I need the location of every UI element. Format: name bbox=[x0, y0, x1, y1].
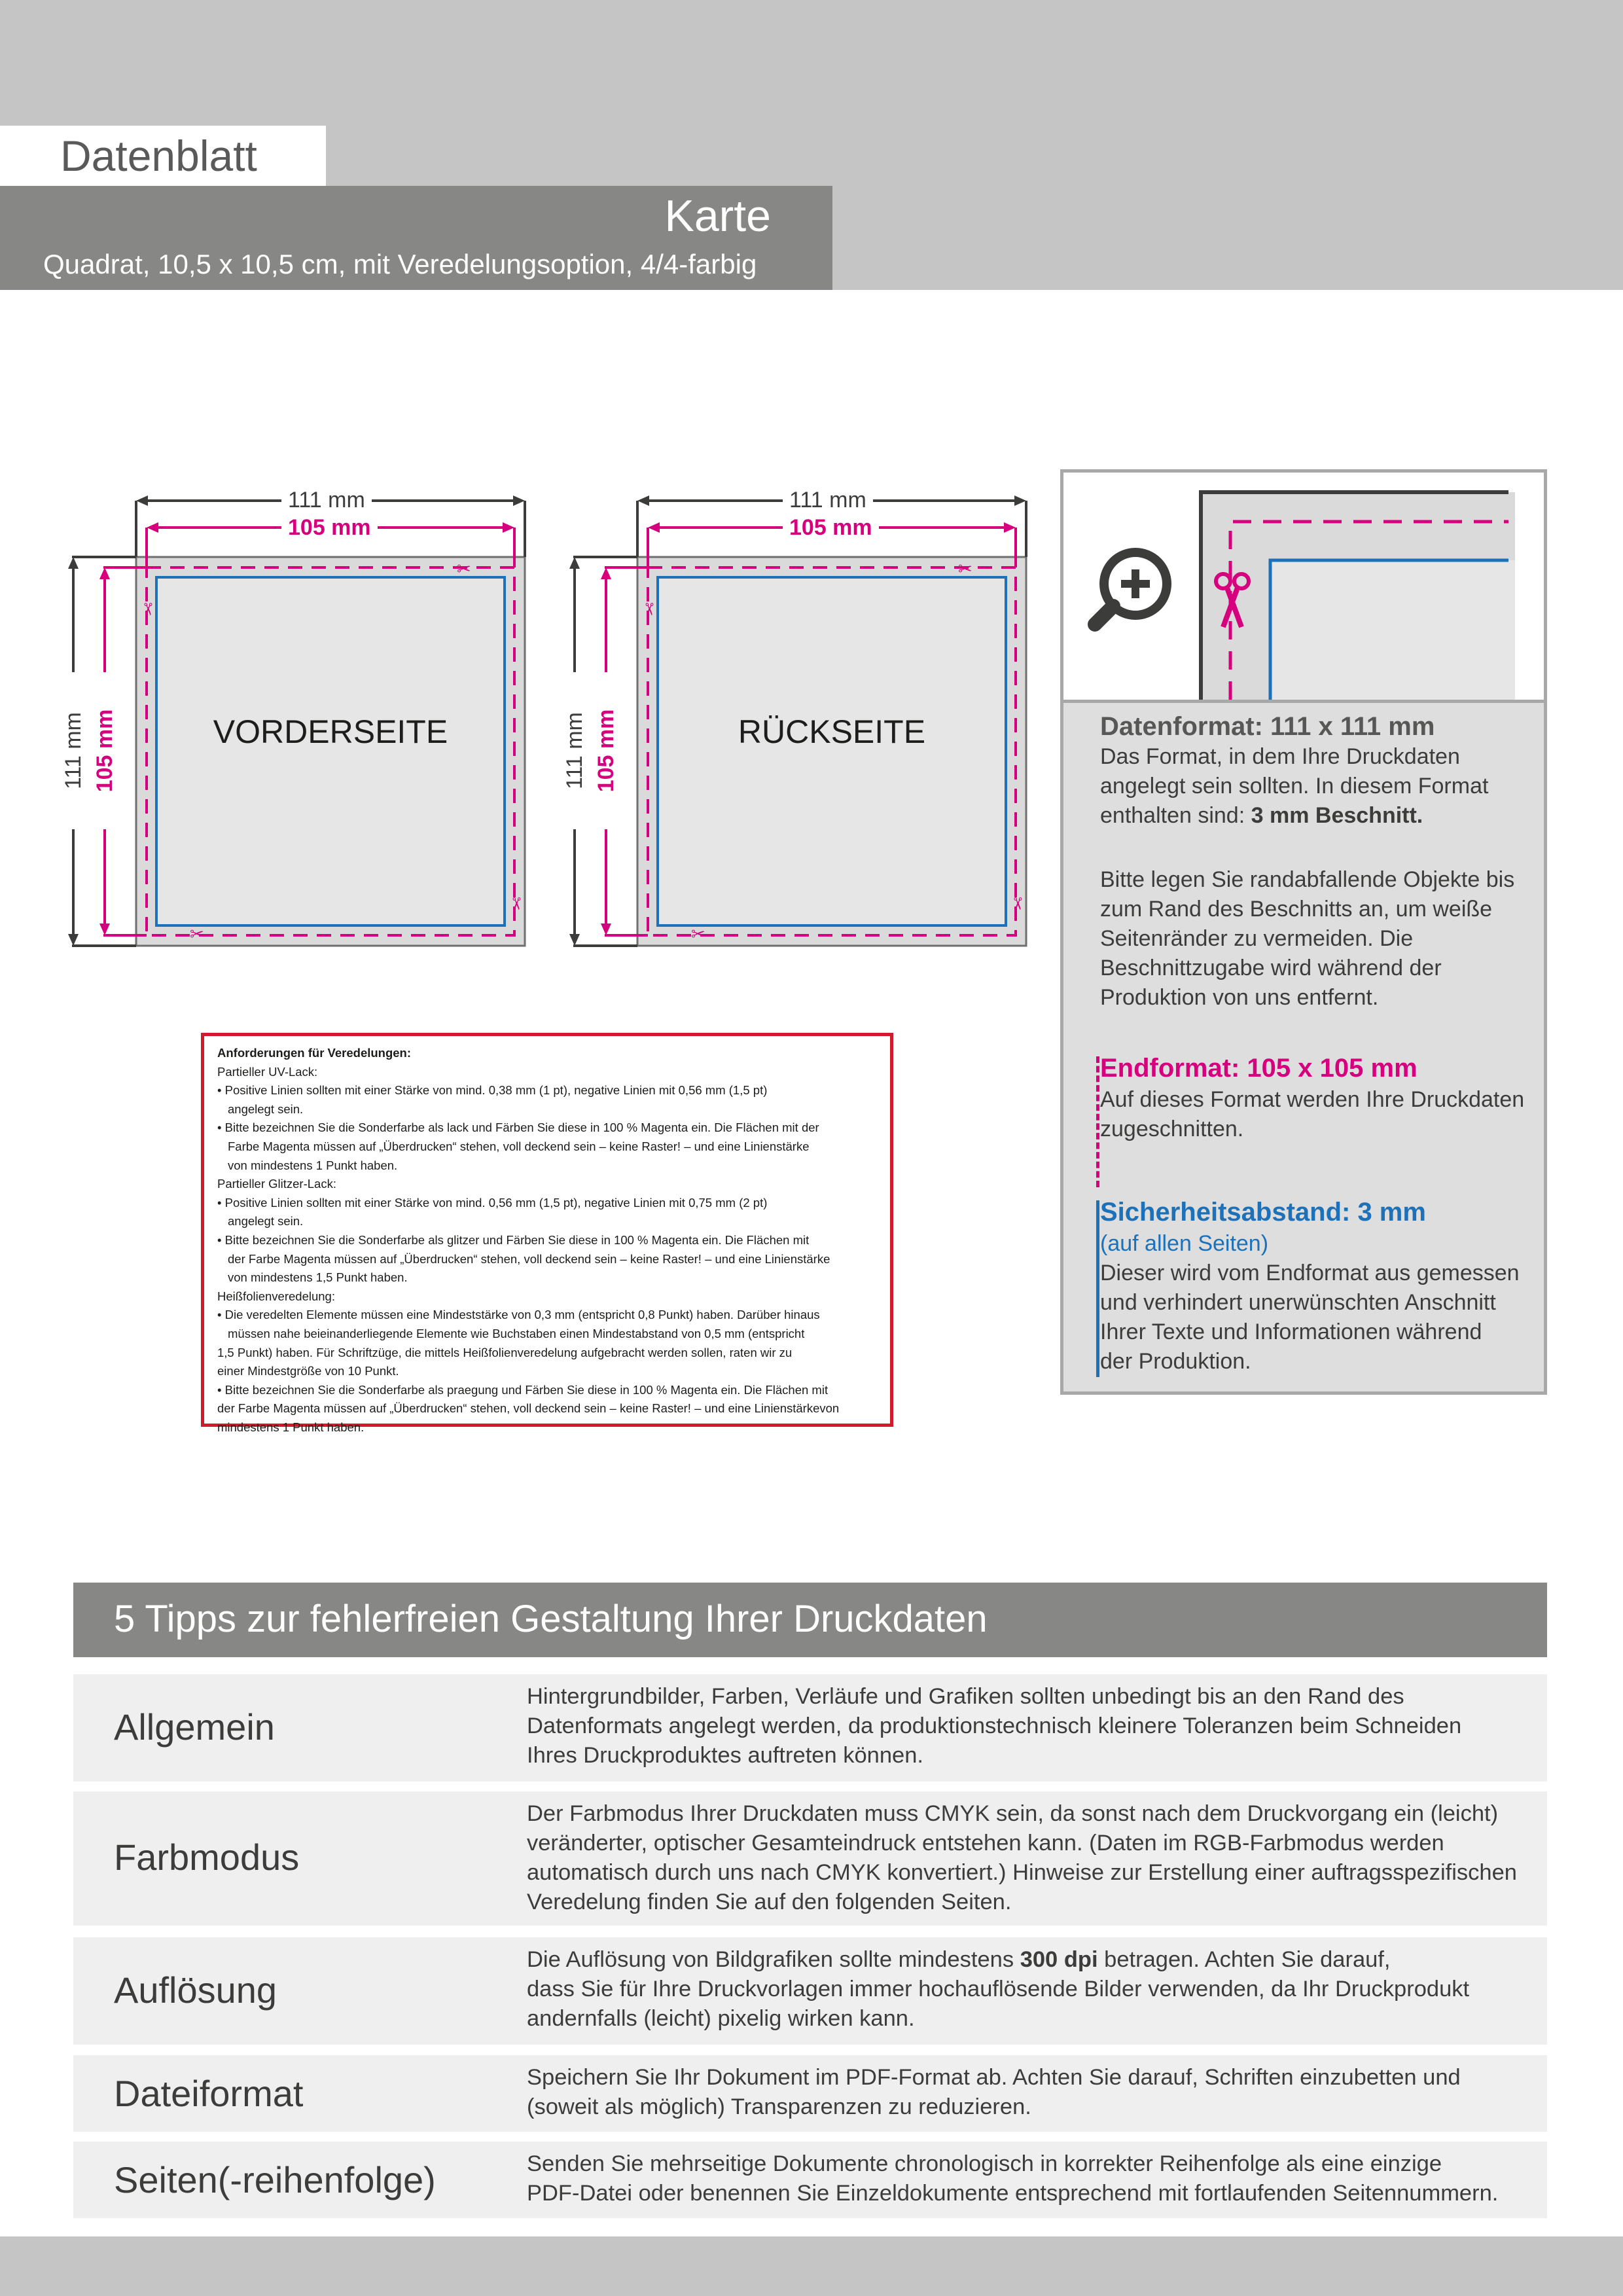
data-format-text bbox=[1100, 742, 1545, 831]
tip-line bbox=[527, 1945, 1535, 1975]
tip-line: Ihres Druckproduktes auftreten können. bbox=[527, 1743, 924, 1768]
req-line: • Bitte bezeichnen Sie die Sonderfarbe als praegung und Färben Sie diese in 100 % Magenta ein. Die Flächen mit bbox=[217, 1382, 829, 1397]
svg-text:✂: ✂ bbox=[691, 925, 705, 944]
end-format-line: zugeschnitten. bbox=[1100, 1117, 1244, 1141]
tip-label: Seiten(-reihenfolge) bbox=[114, 2159, 436, 2200]
uv-heading: Partieller UV-Lack: bbox=[217, 1064, 318, 1079]
tip-text bbox=[527, 1945, 1535, 2034]
req-line: einer Mindestgröße von 10 Punkt. bbox=[217, 1364, 399, 1378]
req-line: • Bitte bezeichnen Sie die Sonderfarbe als glitzer und Färben Sie diese in 100 % Magenta ein. Die Flächen mit bbox=[217, 1232, 810, 1247]
req-line: 1,5 Punkt) haben. Für Schriftzüge, die mittels Heißfolienveredelung aufgebracht werden sollen, raten wir zu bbox=[217, 1345, 793, 1359]
svg-text:✂: ✂ bbox=[137, 602, 157, 617]
safety-line: Dieser wird vom Endformat aus gemessen bbox=[1100, 1261, 1520, 1285]
tip-line: Senden Sie mehrseitige Dokumente chronologisch in korrekter Reihenfolge als eine einzige bbox=[527, 2151, 1442, 2176]
foil-heading: Heißfolienveredelung: bbox=[217, 1289, 335, 1303]
data-format-line: angelegt sein sollten. In diesem Format bbox=[1100, 774, 1489, 798]
back-inner-height: 105 mm bbox=[593, 672, 619, 829]
req-line: mindestens 1 Punkt haben. bbox=[217, 1420, 365, 1434]
product-subtitle: Quadrat, 10,5 x 10,5 cm, mit Veredelungsoption, 4/4-farbig bbox=[43, 249, 757, 279]
tip-line: (soweit als möglich) Transparenzen zu reduzieren. bbox=[527, 2094, 1031, 2119]
bleed-line: Produktion von uns entfernt. bbox=[1100, 985, 1379, 1010]
safety-line: der Produktion. bbox=[1100, 1349, 1251, 1374]
req-line: von mindestens 1 Punkt haben. bbox=[228, 1158, 398, 1172]
back-outer-height: 111 mm bbox=[562, 672, 588, 829]
tips-title: 5 Tipps zur fehlerfreien Gestaltung Ihrer Druckdaten bbox=[114, 1598, 988, 1640]
tip-label: Allgemein bbox=[114, 1706, 275, 1748]
tip-label: Auflösung bbox=[114, 1969, 277, 2011]
front-outer-height: 111 mm bbox=[60, 672, 86, 829]
tip-row-farbmodus bbox=[73, 1791, 1547, 1926]
req-line: • Positive Linien sollten mit einer Stärke von mind. 0,38 mm (1 pt), negative Linien mit 0,56 mm (1,5 pt) bbox=[217, 1083, 768, 1098]
svg-text:✂: ✂ bbox=[639, 602, 658, 617]
format-info-panel bbox=[1060, 469, 1547, 1395]
tip-line-text: betragen. Achten Sie darauf, bbox=[1104, 1947, 1391, 1972]
front-inner-width: 105 mm bbox=[281, 514, 378, 541]
footer-band bbox=[0, 2236, 1623, 2296]
front-layout-diagram bbox=[59, 478, 582, 1067]
svg-text:✂: ✂ bbox=[190, 925, 204, 944]
front-inner-height: 105 mm bbox=[92, 672, 118, 829]
tip-row-dateiformat bbox=[73, 2055, 1547, 2132]
zoom-detail-area bbox=[1063, 473, 1544, 703]
end-format-line: Auf dieses Format werden Ihre Druckdaten bbox=[1100, 1087, 1525, 1112]
safety-line: und verhindert unerwünschten Anschnitt bbox=[1100, 1290, 1496, 1315]
requirements-text bbox=[217, 1044, 878, 1437]
end-format-title: Endformat: 105 x 105 mm bbox=[1100, 1054, 1418, 1083]
resolution-value: 300 dpi bbox=[1020, 1947, 1098, 1972]
tip-line: veränderter, optischer Gesamteindruck entstehen kann. (Daten im RGB-Farbmodus werden bbox=[527, 1831, 1444, 1856]
zoom-in-icon bbox=[1095, 552, 1167, 624]
back-layout-diagram bbox=[560, 478, 1084, 1067]
svg-text:✂: ✂ bbox=[1007, 897, 1027, 911]
end-format-text bbox=[1100, 1085, 1545, 1144]
zoom-detail-graphic bbox=[1063, 473, 1544, 700]
tip-label: Farbmodus bbox=[114, 1837, 300, 1878]
tip-row-aufloesung bbox=[73, 1937, 1547, 2045]
back-outer-width: 111 mm bbox=[783, 487, 873, 513]
safety-subtitle: (auf allen Seiten) bbox=[1100, 1231, 1269, 1256]
tip-line: andernfalls (leicht) pixelig wirken kann. bbox=[527, 2006, 915, 2031]
req-line: Farbe Magenta müssen auf „Überdrucken“ stehen, voll deckend sein – keine Raster! – und eine Linienstärke bbox=[228, 1139, 810, 1153]
tip-label: Dateiformat bbox=[114, 2073, 304, 2114]
bleed-line: Beschnittzugabe wird während der bbox=[1100, 956, 1442, 980]
data-format-line-text: enthalten sind: bbox=[1100, 803, 1245, 828]
glitter-heading: Partieller Glitzer-Lack: bbox=[217, 1177, 336, 1191]
svg-text:✂: ✂ bbox=[506, 897, 526, 911]
svg-text:✂: ✂ bbox=[457, 560, 471, 579]
bleed-line: Seitenränder zu vermeiden. Die bbox=[1100, 926, 1414, 951]
req-line: • Positive Linien sollten mit einer Stärke von mind. 0,56 mm (1,5 pt), negative Linien mit 0,75 mm (2 pt) bbox=[217, 1195, 768, 1210]
front-side-label: VORDERSEITE bbox=[213, 713, 448, 750]
tip-line: Datenformats angelegt werden, da produktionstechnisch kleinere Toleranzen beim Schneiden bbox=[527, 1713, 1462, 1738]
requirements-title: Anforderungen für Veredelungen: bbox=[217, 1046, 412, 1060]
svg-text:✂: ✂ bbox=[958, 560, 972, 579]
tip-text bbox=[527, 2149, 1535, 2208]
doc-label: Datenblatt bbox=[60, 132, 257, 180]
data-format-line bbox=[1100, 801, 1545, 831]
bleed-line: zum Rand des Beschnitts an, um weiße bbox=[1100, 897, 1493, 922]
req-line: angelegt sein. bbox=[228, 1214, 304, 1229]
safety-line: Ihrer Texte und Informationen während bbox=[1100, 1319, 1482, 1344]
tip-row-allgemein bbox=[73, 1674, 1547, 1782]
tip-line: Veredelung finden Sie auf den folgenden Seiten. bbox=[527, 1890, 1012, 1914]
safety-marker bbox=[1096, 1200, 1099, 1377]
back-side-label: RÜCKSEITE bbox=[738, 713, 926, 750]
tip-text bbox=[527, 2063, 1535, 2122]
req-line: • Die veredelten Elemente müssen eine Mindeststärke von 0,3 mm (entspricht 0,8 Punkt) haben. Darüber hinaus bbox=[217, 1308, 820, 1322]
safety-title: Sicherheitsabstand: 3 mm bbox=[1100, 1198, 1426, 1227]
req-line: • Bitte bezeichnen Sie die Sonderfarbe als lack und Färben Sie diese in 100 % Magenta ein. Die Flächen mit der bbox=[217, 1121, 819, 1135]
front-outer-width: 111 mm bbox=[281, 487, 372, 513]
tip-line-text: Die Auflösung von Bildgrafiken sollte mindestens bbox=[527, 1947, 1014, 1972]
back-inner-width: 105 mm bbox=[783, 514, 879, 541]
data-format-line: Das Format, in dem Ihre Druckdaten bbox=[1100, 744, 1460, 769]
tip-row-seiten bbox=[73, 2142, 1547, 2218]
tip-line: PDF-Datei oder benennen Sie Einzeldokumente entsprechend mit fortlaufenden Seitennummern. bbox=[527, 2181, 1499, 2206]
tip-line: automatisch durch uns nach CMYK konvertiert.) Hinweise zur Erstellung einer auftragsspezifischen bbox=[527, 1860, 1517, 1885]
data-format-title: Datenformat: 111 x 111 mm bbox=[1100, 712, 1435, 741]
safety-text bbox=[1100, 1259, 1545, 1376]
tip-text bbox=[527, 1682, 1535, 1770]
req-line: der Farbe Magenta müssen auf „Überdrucken“ stehen, voll deckend sein – keine Raster! – und eine Linienstärkevon bbox=[217, 1401, 840, 1416]
bleed-text bbox=[1100, 865, 1545, 1013]
bleed-line: Bitte legen Sie randabfallende Objekte bis bbox=[1100, 867, 1515, 892]
tip-line: dass Sie für Ihre Druckvorlagen immer hochauflösende Bilder verwenden, da Ihr Druckprodukt bbox=[527, 1977, 1470, 2001]
finishing-requirements-box bbox=[201, 1033, 893, 1434]
tip-line: Der Farbmodus Ihrer Druckdaten muss CMYK sein, da sonst nach dem Druckvorgang ein (leicht) bbox=[527, 1801, 1499, 1826]
product-title: Karte bbox=[664, 191, 771, 241]
tip-text bbox=[527, 1799, 1535, 1917]
req-line: von mindestens 1,5 Punkt haben. bbox=[228, 1270, 408, 1285]
tip-line: Hintergrundbilder, Farben, Verläufe und Grafiken sollten unbedingt bis an den Rand des bbox=[527, 1684, 1404, 1709]
req-line: angelegt sein. bbox=[228, 1102, 304, 1116]
end-format-marker bbox=[1096, 1056, 1099, 1187]
req-line: müssen nahe beieinanderliegende Elemente wie Buchstaben einen Mindestabstand von 0,5 mm (entspricht bbox=[228, 1326, 805, 1340]
tip-line: Speichern Sie Ihr Dokument im PDF-Format ab. Achten Sie darauf, Schriften einzubetten und bbox=[527, 2065, 1461, 2090]
req-line: der Farbe Magenta müssen auf „Überdrucken“ stehen, voll deckend sein – keine Raster! – und eine Linienstärke bbox=[228, 1251, 830, 1266]
bleed-amount: 3 mm Beschnitt. bbox=[1251, 803, 1423, 828]
